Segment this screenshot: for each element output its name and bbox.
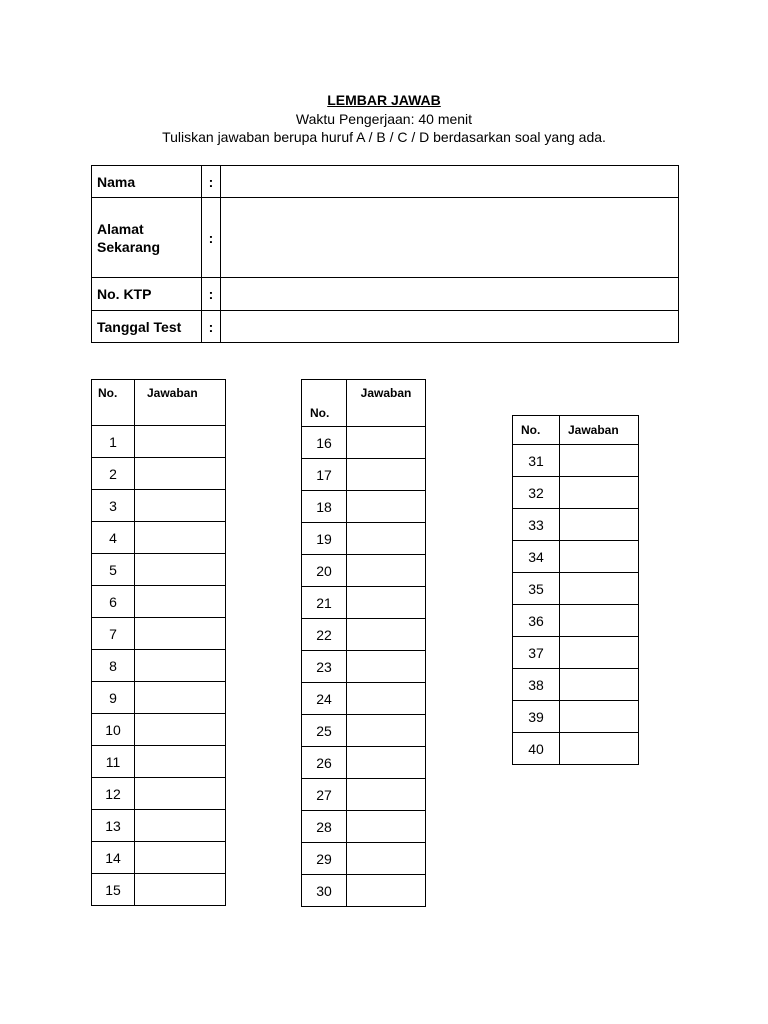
page-title: LEMBAR JAWAB xyxy=(327,92,441,108)
answer-row xyxy=(92,842,226,874)
answer-table-2 xyxy=(301,379,426,907)
info-colon: : xyxy=(202,166,221,198)
answer-row xyxy=(92,778,226,810)
personal-info-table xyxy=(91,165,679,343)
question-number: 24 xyxy=(302,683,347,715)
question-number: 40 xyxy=(513,733,560,765)
no-header: No. xyxy=(92,380,135,426)
answer-cell[interactable] xyxy=(135,490,226,522)
question-number: 13 xyxy=(92,810,135,842)
question-number: 8 xyxy=(92,650,135,682)
info-colon: : xyxy=(202,311,221,343)
answer-cell[interactable] xyxy=(560,541,639,573)
question-number: 30 xyxy=(302,875,347,907)
answer-cell[interactable] xyxy=(347,523,426,555)
answer-cell[interactable] xyxy=(135,522,226,554)
answer-cell[interactable] xyxy=(135,810,226,842)
answer-cell[interactable] xyxy=(560,733,639,765)
answer-cell[interactable] xyxy=(347,587,426,619)
answer-header: Jawaban xyxy=(560,416,639,445)
answer-row xyxy=(92,618,226,650)
answer-cell[interactable] xyxy=(135,650,226,682)
answer-row xyxy=(92,714,226,746)
answer-row xyxy=(513,669,639,701)
answer-row xyxy=(92,810,226,842)
duration-text: Waktu Pengerjaan: 40 menit xyxy=(295,111,473,127)
answer-row xyxy=(302,619,426,651)
answer-row xyxy=(302,811,426,843)
answer-cell[interactable] xyxy=(135,554,226,586)
question-number: 2 xyxy=(92,458,135,490)
answer-cell[interactable] xyxy=(347,875,426,907)
info-label-name: Nama xyxy=(92,166,202,198)
answer-row xyxy=(302,587,426,619)
answer-cell[interactable] xyxy=(347,811,426,843)
no-header: No. xyxy=(513,416,560,445)
question-number: 19 xyxy=(302,523,347,555)
question-number: 16 xyxy=(302,427,347,459)
question-number: 23 xyxy=(302,651,347,683)
answer-row xyxy=(92,650,226,682)
name-field[interactable] xyxy=(221,166,679,198)
question-number: 21 xyxy=(302,587,347,619)
answer-table-header xyxy=(302,380,426,427)
answer-row xyxy=(92,554,226,586)
answer-cell[interactable] xyxy=(347,779,426,811)
question-number: 35 xyxy=(513,573,560,605)
answer-row xyxy=(513,701,639,733)
test-date-field[interactable] xyxy=(221,311,679,343)
answer-row xyxy=(302,523,426,555)
answer-row xyxy=(92,522,226,554)
answer-cell[interactable] xyxy=(560,509,639,541)
answer-row xyxy=(302,843,426,875)
answer-row xyxy=(302,875,426,907)
answer-table-1 xyxy=(91,379,226,906)
question-number: 26 xyxy=(302,747,347,779)
question-number: 3 xyxy=(92,490,135,522)
question-number: 28 xyxy=(302,811,347,843)
answer-row xyxy=(513,573,639,605)
question-number: 11 xyxy=(92,746,135,778)
question-number: 6 xyxy=(92,586,135,618)
answer-row xyxy=(302,555,426,587)
answer-cell[interactable] xyxy=(135,874,226,906)
answer-row xyxy=(302,715,426,747)
answer-cell[interactable] xyxy=(560,573,639,605)
answer-cell[interactable] xyxy=(135,426,226,458)
question-number: 29 xyxy=(302,843,347,875)
question-number: 31 xyxy=(513,445,560,477)
info-label-test-date: Tanggal Test xyxy=(92,311,202,343)
answer-cell[interactable] xyxy=(135,714,226,746)
info-row-name xyxy=(92,166,679,198)
answer-table-3 xyxy=(512,415,639,765)
info-colon: : xyxy=(202,198,221,278)
answer-cell[interactable] xyxy=(560,445,639,477)
answer-row xyxy=(92,746,226,778)
answer-row xyxy=(92,426,226,458)
answer-row xyxy=(92,682,226,714)
question-number: 7 xyxy=(92,618,135,650)
info-row-address xyxy=(92,198,679,278)
answer-row xyxy=(302,747,426,779)
answer-cell[interactable] xyxy=(135,458,226,490)
question-number: 39 xyxy=(513,701,560,733)
answer-cell[interactable] xyxy=(135,682,226,714)
answer-cell[interactable] xyxy=(560,605,639,637)
answer-cell[interactable] xyxy=(347,555,426,587)
answer-cell[interactable] xyxy=(347,651,426,683)
question-number: 36 xyxy=(513,605,560,637)
question-number: 1 xyxy=(92,426,135,458)
answer-header: Jawaban xyxy=(135,380,226,426)
answer-cell[interactable] xyxy=(347,491,426,523)
ktp-field[interactable] xyxy=(221,278,679,311)
instruction-text: Tuliskan jawaban berupa huruf A / B / C / D berdasarkan soal yang ada. xyxy=(162,129,606,145)
question-number: 25 xyxy=(302,715,347,747)
answer-row xyxy=(513,605,639,637)
question-number: 15 xyxy=(92,874,135,906)
question-number: 4 xyxy=(92,522,135,554)
answer-cell[interactable] xyxy=(347,459,426,491)
question-number: 10 xyxy=(92,714,135,746)
answer-row xyxy=(92,490,226,522)
answer-row xyxy=(92,586,226,618)
question-number: 9 xyxy=(92,682,135,714)
info-label-ktp: No. KTP xyxy=(92,278,202,311)
answer-table-header xyxy=(513,416,639,445)
answer-row xyxy=(302,651,426,683)
answer-row xyxy=(302,683,426,715)
answer-row xyxy=(513,541,639,573)
answer-cell[interactable] xyxy=(347,427,426,459)
answer-row xyxy=(513,733,639,765)
question-number: 32 xyxy=(513,477,560,509)
info-row-test-date xyxy=(92,311,679,343)
answer-row xyxy=(513,637,639,669)
question-number: 17 xyxy=(302,459,347,491)
answer-row xyxy=(513,509,639,541)
no-header: No. xyxy=(302,380,347,427)
answer-cell[interactable] xyxy=(135,746,226,778)
info-row-ktp xyxy=(92,278,679,311)
question-number: 18 xyxy=(302,491,347,523)
answer-cell[interactable] xyxy=(347,747,426,779)
question-number: 37 xyxy=(513,637,560,669)
answer-row xyxy=(302,491,426,523)
answer-cell[interactable] xyxy=(347,619,426,651)
question-number: 33 xyxy=(513,509,560,541)
answer-cell[interactable] xyxy=(135,778,226,810)
answer-cell[interactable] xyxy=(347,715,426,747)
question-number: 34 xyxy=(513,541,560,573)
answer-row xyxy=(92,458,226,490)
answer-table-header xyxy=(92,380,226,426)
question-number: 5 xyxy=(92,554,135,586)
question-number: 27 xyxy=(302,779,347,811)
question-number: 12 xyxy=(92,778,135,810)
question-number: 20 xyxy=(302,555,347,587)
answer-cell[interactable] xyxy=(560,669,639,701)
address-field[interactable] xyxy=(221,198,679,278)
answer-row xyxy=(92,874,226,906)
answer-row xyxy=(513,477,639,509)
answer-cell[interactable] xyxy=(560,477,639,509)
answer-row xyxy=(302,459,426,491)
question-number: 22 xyxy=(302,619,347,651)
answer-cell[interactable] xyxy=(347,683,426,715)
answer-cell[interactable] xyxy=(135,618,226,650)
answer-row xyxy=(302,779,426,811)
answer-row xyxy=(302,427,426,459)
answer-cell[interactable] xyxy=(347,843,426,875)
answer-cell[interactable] xyxy=(560,701,639,733)
question-number: 38 xyxy=(513,669,560,701)
answer-cell[interactable] xyxy=(135,586,226,618)
info-label-address: Alamat Sekarang xyxy=(92,198,202,278)
answer-row xyxy=(513,445,639,477)
question-number: 14 xyxy=(92,842,135,874)
info-colon: : xyxy=(202,278,221,311)
answer-cell[interactable] xyxy=(135,842,226,874)
answer-header: Jawaban xyxy=(347,380,426,427)
answer-cell[interactable] xyxy=(560,637,639,669)
